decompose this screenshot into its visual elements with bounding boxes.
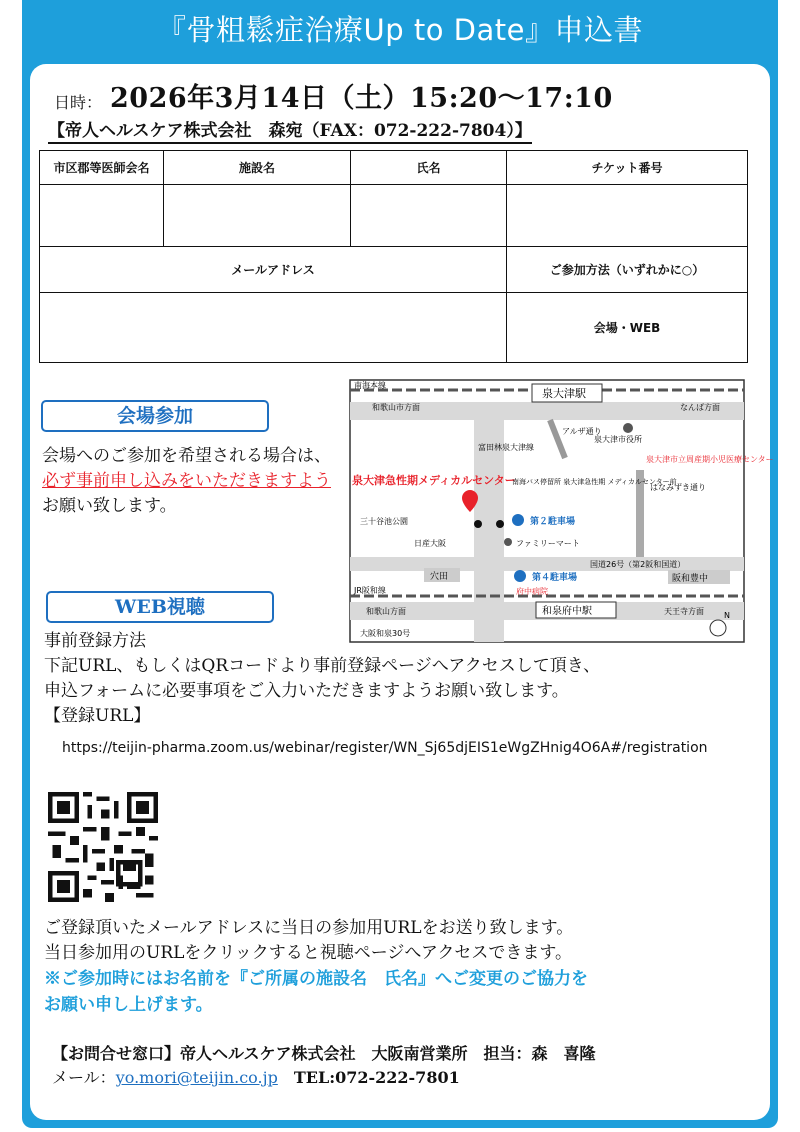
map-parking2: 第２駐車場 (530, 517, 576, 527)
web-instructions (44, 629, 764, 729)
contact-info (52, 1042, 762, 1090)
map-city-hall: 泉大津市役所 (594, 435, 642, 444)
contact-tel: TEL:072-222-7801 (293, 1068, 460, 1087)
fax-recipient: 【帝人ヘルスケア株式会社 森宛（FAX：072-222-7804）】 (48, 116, 532, 144)
map-misato: 三十谷池公園 (360, 517, 408, 526)
map-izumiotsu-station: 泉大津駅 (542, 387, 586, 400)
medical-assoc-field[interactable] (40, 185, 164, 247)
registration-url-link[interactable]: https://teijin-pharma.zoom.us/webinar/register/WN_Sj65djEIS1eWgZHnig4O6A#/registration (62, 740, 708, 756)
web-line2: 下記URL、もしくはQRコードより事前登録ページへアクセスして頂き、 (44, 656, 601, 676)
web-section-label: WEB視聴 (46, 591, 274, 623)
venue-text-b: お願い致します。 (42, 496, 177, 516)
ticket-field[interactable] (507, 185, 748, 247)
email-field[interactable] (40, 293, 507, 363)
notes (44, 916, 764, 1018)
web-line3: 申込フォームに必要事項をご入力いただきますようお願い致します。 (44, 681, 569, 701)
name-field[interactable] (351, 185, 507, 247)
map-bus-stop: 南海バス停留所 泉大津急性期 メディカルセンター前 (512, 478, 677, 486)
venue-text-a: 会場へのご参加を希望される場合は、 (42, 446, 331, 466)
event-datetime: 2026年3月14日（土）15:20～17:10 (110, 83, 613, 114)
map-wakayama-dir: 和歌山市方面 (372, 403, 420, 412)
map-namba-dir: なんば方面 (680, 403, 720, 412)
qr-code-icon[interactable] (48, 792, 158, 902)
page-frame (22, 0, 778, 1128)
col-header-name: 氏名 (351, 151, 507, 185)
map-anada: 穴田 (430, 572, 449, 582)
city-hall-marker (623, 423, 633, 433)
method-options[interactable]: 会場・WEB (507, 293, 748, 363)
map-route26: 国道26号（第2阪和国道） (590, 560, 686, 569)
col-header-medical-assoc: 市区郡等医師会名 (40, 151, 164, 185)
map-familymart: ファミリーマート (516, 539, 580, 548)
map-nissan: 日産大阪 (414, 539, 446, 548)
map-jr-line: JR阪和線 (354, 586, 386, 595)
web-line1: 事前登録方法 (44, 631, 146, 651)
venue-text-required: 必ず事前申し込みをいただきますよう (42, 471, 331, 491)
venue-section-label: 会場参加 (41, 400, 269, 432)
page-title: 『骨粗鬆症治療Up to Date』申込書 (157, 13, 643, 47)
notes-line3: ※ご参加時にはお名前を『ご所属の施設名 氏名』へご変更のご協力を (44, 969, 588, 989)
map-parking4: 第４駐車場 (532, 573, 578, 583)
map-hanamizuki: はなみずき通り (650, 483, 706, 492)
contact-email-link[interactable]: yo.mori@teijin.co.jp (115, 1068, 278, 1087)
form-panel (30, 64, 774, 1120)
access-map (350, 380, 774, 642)
map-hospital: 泉大津急性期メディカルセンター (352, 474, 516, 487)
notes-line1: ご登録頂いたメールアドレスに当日の参加用URLをお送り致します。 (44, 918, 574, 938)
map-osaka-road: 大阪和泉30号 (360, 629, 411, 638)
col-header-facility: 施設名 (164, 151, 351, 185)
contact-email-label: メール： (52, 1068, 116, 1087)
notes-line4: お願い申し上げます。 (44, 995, 213, 1015)
facility-field[interactable] (164, 185, 351, 247)
map-hanwa: 阪和豊中 (672, 574, 709, 584)
parking4-icon (514, 570, 526, 582)
map-north: N (724, 611, 730, 620)
contact-line2 (52, 1066, 762, 1090)
map-perinatal: 泉大津市立周産期小児医療センター (646, 455, 774, 464)
col-header-ticket: チケット番号 (507, 151, 748, 185)
map-wakayama-dir2: 和歌山方面 (366, 607, 406, 616)
map-tennoji-dir: 天王寺方面 (664, 607, 704, 616)
map-izumifuchu: 和泉府中駅 (542, 606, 592, 617)
map-tondabayashi: 富田林泉大津線 (478, 443, 534, 452)
method-header: ご参加方法（いずれかに○） (507, 247, 748, 293)
email-header: メールアドレス (40, 247, 507, 293)
application-table (39, 150, 748, 363)
contact-line1: 【お問合せ窓口】帝人ヘルスケア株式会社 大阪南営業所 担当：森 喜隆 (52, 1044, 596, 1063)
parking-icon (512, 514, 524, 526)
notes-line2: 当日参加用のURLをクリックすると視聴ページへアクセスできます。 (44, 943, 573, 963)
datetime-label: 日時： (54, 93, 103, 112)
web-url-label: 【登録URL】 (44, 706, 151, 726)
map-nankai-line: 南海本線 (354, 381, 386, 390)
venue-text (42, 444, 332, 519)
map-fuchu-hospital: 府中病院 (516, 587, 548, 596)
map-aruza: アルザ通り (562, 427, 602, 436)
